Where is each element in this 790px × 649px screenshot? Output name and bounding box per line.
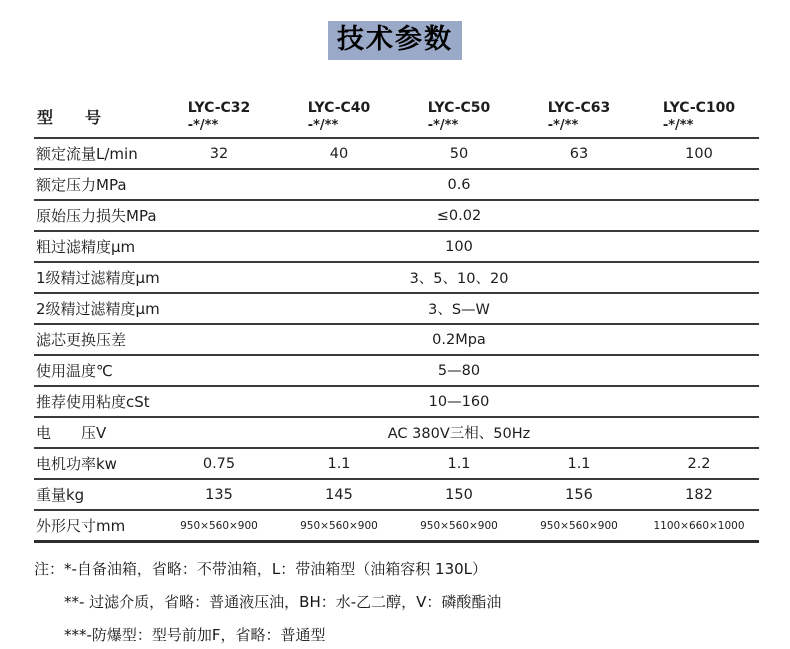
param-value-span: 0.6 [159, 169, 759, 200]
table-row [34, 324, 759, 355]
param-value-span: ≤0.02 [159, 200, 759, 231]
table-row [34, 510, 759, 542]
model-name: LYC-C63 [547, 100, 611, 117]
model-suffix: -*/** [547, 117, 579, 133]
param-value: 156 [519, 479, 639, 510]
param-label: 使用温度℃ [34, 355, 159, 386]
param-label: 粗过滤精度μm [34, 231, 159, 262]
table-row [34, 262, 759, 293]
param-value: 1100×660×1000 [639, 510, 759, 542]
table-row [34, 355, 759, 386]
param-value: 950×560×900 [399, 510, 519, 542]
model-header-label: 型 号 [34, 96, 159, 138]
param-value: 32 [159, 138, 279, 169]
param-value-span: 5—80 [159, 355, 759, 386]
param-value: 0.75 [159, 448, 279, 479]
param-value: 40 [279, 138, 399, 169]
param-value: 182 [639, 479, 759, 510]
table-body [34, 138, 759, 542]
model-suffix: -*/** [427, 117, 459, 133]
param-label: 1级精过滤精度μm [34, 262, 159, 293]
model-column-header [279, 96, 399, 138]
model-column-header [399, 96, 519, 138]
param-label: 电 压V [34, 417, 159, 448]
param-value-span: 3、S—W [159, 293, 759, 324]
table-row [34, 417, 759, 448]
model-name: LYC-C50 [427, 100, 491, 117]
param-value: 50 [399, 138, 519, 169]
footnote-line: 注：*-自备油箱，省略：不带油箱，L：带油箱型（油箱容积 130L） [34, 560, 488, 579]
table-row [34, 200, 759, 231]
param-value: 2.2 [639, 448, 759, 479]
param-value: 950×560×900 [159, 510, 279, 542]
param-value: 135 [159, 479, 279, 510]
model-name: LYC-C100 [662, 100, 736, 117]
param-value: 1.1 [279, 448, 399, 479]
model-suffix: -*/** [307, 117, 339, 133]
param-value: 1.1 [399, 448, 519, 479]
param-value-span: 10—160 [159, 386, 759, 417]
table-row [34, 138, 759, 169]
param-label: 额定流量L/min [34, 138, 159, 169]
title-row [0, 0, 790, 60]
param-label: 原始压力损失MPa [34, 200, 159, 231]
technical-parameters-table [34, 96, 759, 543]
model-column-header [159, 96, 279, 138]
footnote-line: ***-防爆型：型号前加F，省略：普通型 [64, 625, 326, 644]
footnotes [34, 560, 790, 644]
footnote-line: **- 过滤介质，省略：普通液压油，BH：水-乙二醇，V：磷酸酯油 [64, 593, 502, 612]
table-header-row [34, 96, 759, 138]
param-label: 电机功率kw [34, 448, 159, 479]
param-label: 2级精过滤精度μm [34, 293, 159, 324]
param-label: 重量kg [34, 479, 159, 510]
model-name: LYC-C40 [307, 100, 371, 117]
param-value: 63 [519, 138, 639, 169]
table-row [34, 448, 759, 479]
param-value: 100 [639, 138, 759, 169]
table-row [34, 169, 759, 200]
model-column-header [639, 96, 759, 138]
param-value-span: 0.2Mpa [159, 324, 759, 355]
param-label: 额定压力MPa [34, 169, 159, 200]
param-value: 145 [279, 479, 399, 510]
model-suffix: -*/** [187, 117, 219, 133]
param-value: 1.1 [519, 448, 639, 479]
param-value-span: 100 [159, 231, 759, 262]
page-title: 技术参数 [328, 21, 462, 60]
param-value-span: AC 380V三相、50Hz [159, 417, 759, 448]
param-label: 外形尺寸mm [34, 510, 159, 542]
model-suffix: -*/** [662, 117, 694, 133]
table-row [34, 479, 759, 510]
table-row [34, 293, 759, 324]
param-value: 950×560×900 [279, 510, 399, 542]
param-value-span: 3、5、10、20 [159, 262, 759, 293]
param-value: 150 [399, 479, 519, 510]
param-label: 滤芯更换压差 [34, 324, 159, 355]
table-row [34, 386, 759, 417]
param-value: 950×560×900 [519, 510, 639, 542]
model-column-header [519, 96, 639, 138]
table-row [34, 231, 759, 262]
param-label: 推荐使用粘度cSt [34, 386, 159, 417]
model-name: LYC-C32 [187, 100, 251, 117]
